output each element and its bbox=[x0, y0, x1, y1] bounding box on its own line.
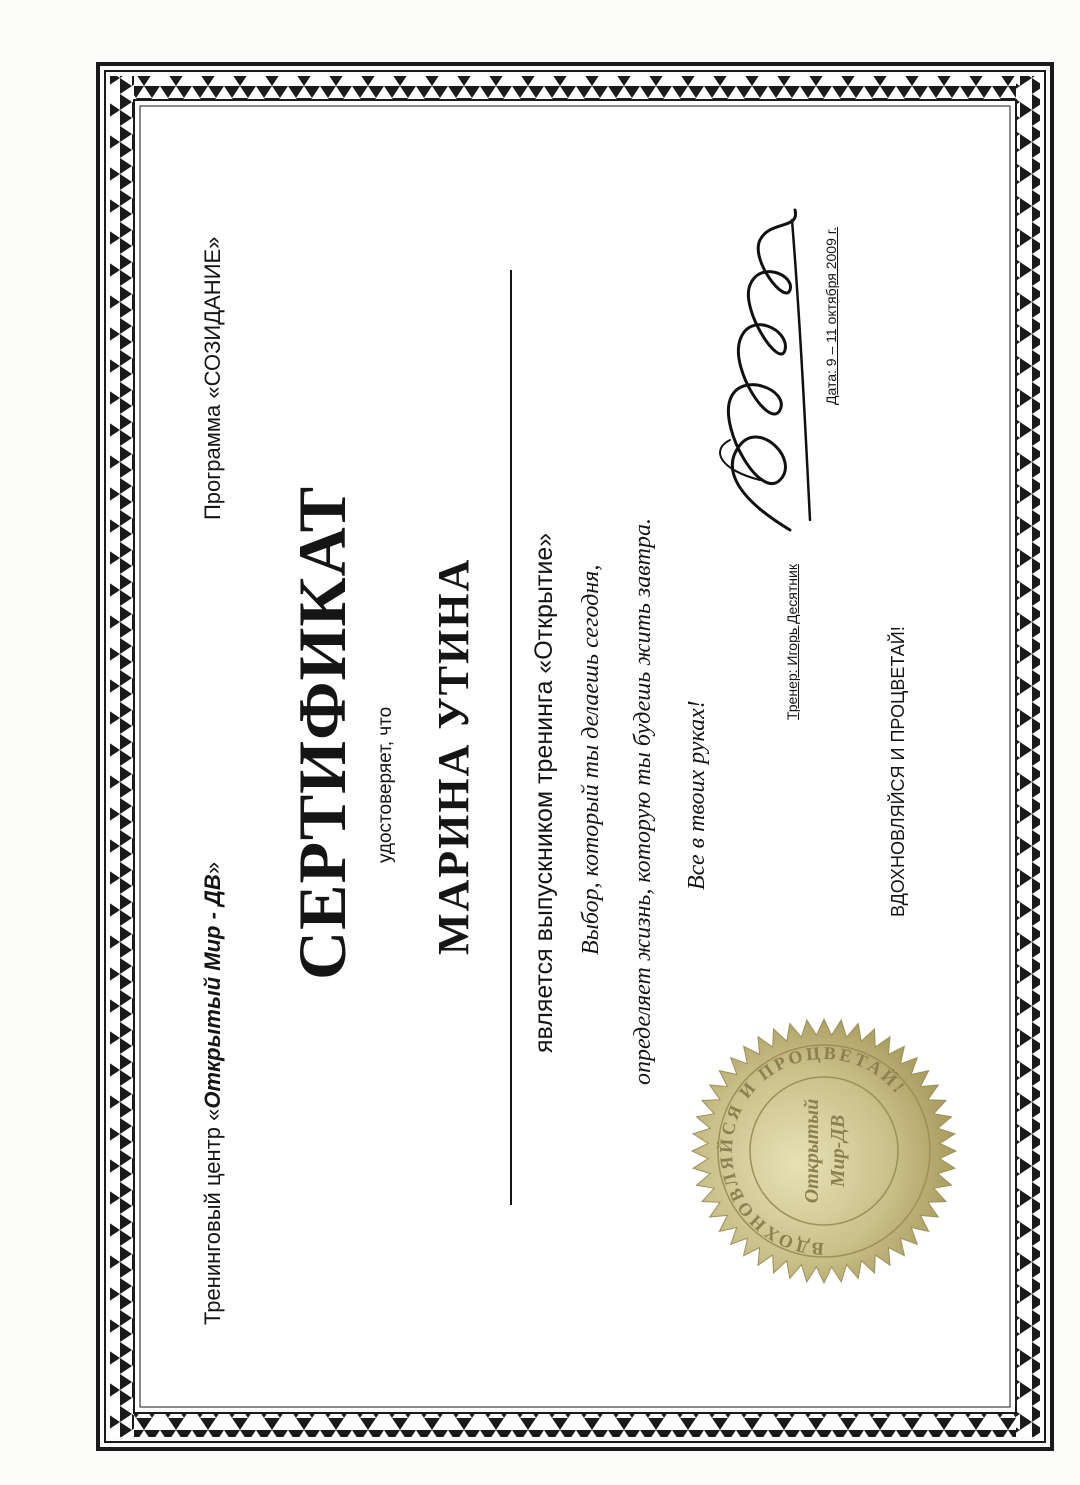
training-date: Дата: 9 – 11 октября 2009 г. bbox=[823, 226, 839, 405]
gold-seal-emblem bbox=[690, 1017, 958, 1285]
org-suffix: » bbox=[200, 861, 225, 875]
certifies-text: удостоверяет, что bbox=[375, 706, 396, 863]
seal-center-line-2: Мир-ДВ bbox=[827, 1114, 849, 1188]
recipient-divider bbox=[510, 270, 512, 1205]
certificate-title: СЕРТИФИКАТ bbox=[284, 485, 360, 980]
org-prefix: Тренинговый центр « bbox=[200, 1108, 225, 1325]
seal-ring-text: ВДОХНОВЛЯЙСЯ И ПРОЦВЕТАЙ! bbox=[715, 1042, 911, 1260]
trainer-signature bbox=[700, 200, 835, 540]
recipient-name: МАРИНА УТИНА bbox=[429, 557, 478, 955]
quote-line-3: Все в твоих руках! bbox=[684, 700, 710, 890]
motto: ВДОХНОВЛЯЙСЯ И ПРОЦВЕТАЙ! bbox=[888, 626, 908, 917]
trainer-name: Тренер: Игорь Десятник bbox=[784, 564, 800, 720]
seal-center-line-1: Открытый bbox=[801, 1098, 823, 1204]
quote-line-1: Выбор, который ты делаешь сегодня, bbox=[578, 564, 604, 955]
org-name: Открытый Мир - ДВ bbox=[200, 874, 225, 1109]
training-center-line bbox=[200, 862, 226, 1325]
program-name: Программа «СОЗИДАНИЕ» bbox=[200, 236, 225, 520]
quote-line-2: определяет жизнь, которую ты будешь жить завтра. bbox=[630, 518, 656, 1085]
graduate-line: является выпускником тренинга «Открытие» bbox=[530, 532, 558, 1053]
